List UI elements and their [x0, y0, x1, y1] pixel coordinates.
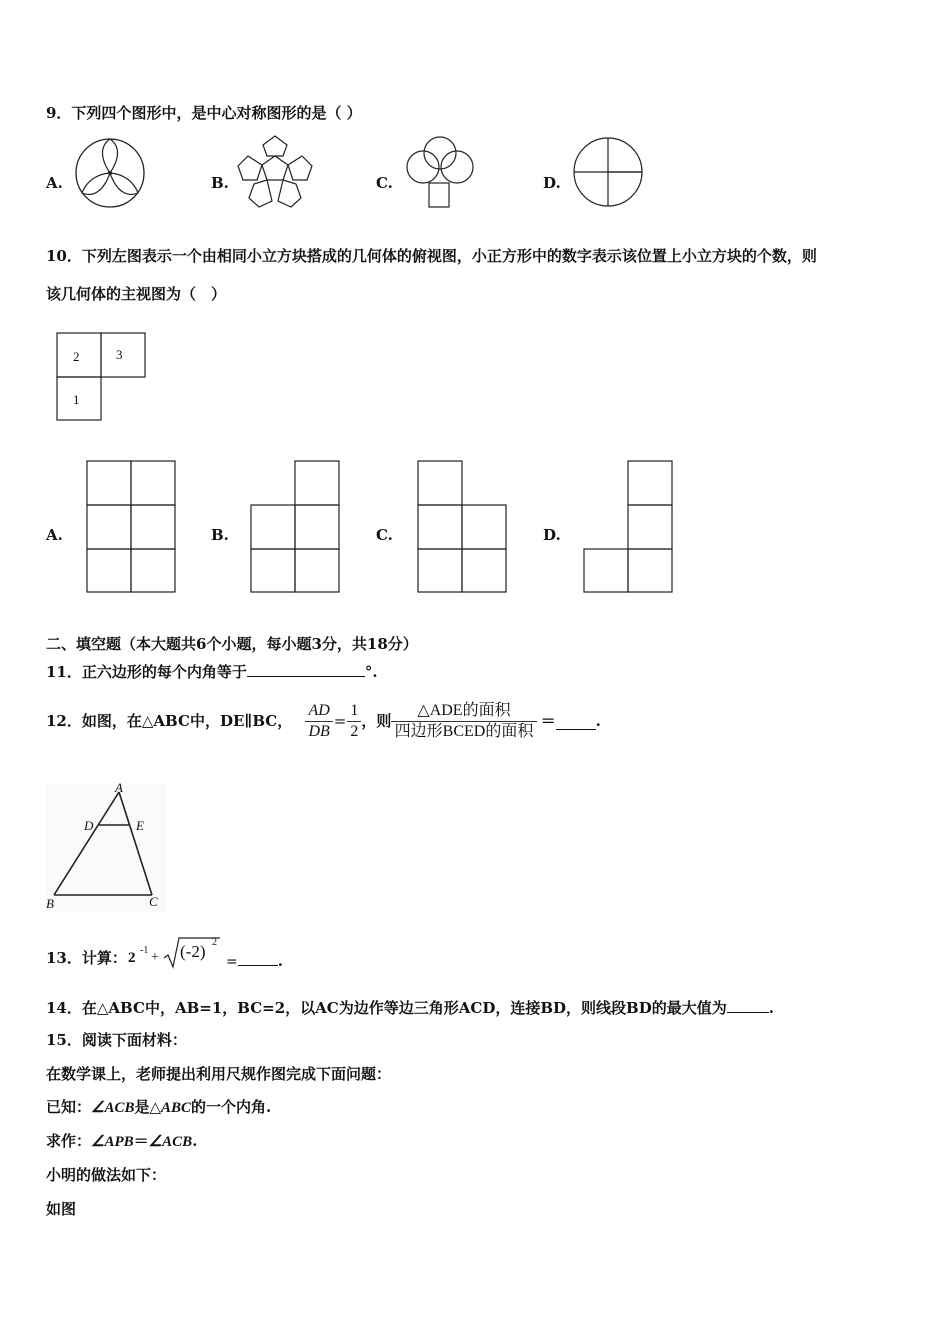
q12-fraction-ad-db: [305, 701, 332, 742]
q15-line4: 小明的做法如下：: [46, 1166, 167, 1184]
q13-prefix: 13．计算：: [46, 949, 127, 967]
q13-answer-blank: [238, 949, 278, 966]
q15-line3: [46, 1131, 197, 1152]
q10-stem-line1: 10．下列左图表示一个由相同小立方块搭成的几何体的俯视图，小正方形中的数字表示该位置上小立方块的个数，则: [46, 247, 817, 265]
grid-value-2: 2: [73, 349, 80, 364]
q15-line2-mid: 是△: [134, 1098, 162, 1116]
q15-line3-math: ∠APB: [91, 1134, 134, 1150]
q12-frac3-num: △ADE的面积: [391, 701, 536, 722]
q13-plus: +: [151, 950, 159, 965]
q12-line: [46, 697, 601, 744]
q12-fraction-half: [347, 701, 361, 742]
q15-line2-angle: ∠ACB: [91, 1100, 135, 1116]
q9-stem: 9．下列四个图形中，是中心对称图形的是（ ）: [46, 104, 362, 122]
q9-option-c-label: C.: [376, 174, 393, 192]
q9-option-d-figure: [570, 136, 648, 210]
q12-label-d: D: [84, 818, 94, 833]
q13-radicand-exponent: 2: [212, 937, 217, 948]
q12-tail: ＝: [540, 712, 556, 730]
q12-answer-blank: [556, 713, 596, 730]
q10-option-c-label: C.: [376, 526, 393, 544]
section2-title: 二、填空题（本大题共6个小题，每小题3分，共18分）: [46, 635, 418, 653]
q15-line2: [46, 1097, 271, 1118]
q13-radicand: (-2): [180, 942, 206, 961]
q12-label-b: B: [46, 896, 54, 911]
q12-frac1-num: AD: [305, 701, 332, 722]
q9-option-a-label: A.: [46, 174, 63, 192]
q11-answer-blank: [247, 660, 365, 677]
q10-option-c-figure: [417, 460, 509, 594]
q15-line5: 如图: [46, 1200, 77, 1218]
q14-end: .: [768, 999, 774, 1017]
q12-label-e: E: [136, 818, 144, 833]
q12-end: .: [595, 712, 601, 730]
q10-option-a-label: A.: [46, 526, 63, 544]
q15-line3-post: .: [192, 1132, 198, 1150]
q14-answer-blank: [727, 996, 769, 1013]
q12-frac2-den: 2: [350, 722, 359, 740]
grid-value-3: 3: [116, 347, 123, 362]
q10-option-a-figure: [86, 460, 178, 594]
q11-line: [46, 660, 378, 682]
q9-option-d-label: D.: [543, 174, 561, 192]
q10-option-b-label: B.: [211, 526, 229, 544]
q15-line2-tri: ABC: [161, 1100, 192, 1116]
q10-top-view-grid: [56, 332, 148, 424]
q12-fraction-area: [391, 701, 536, 742]
q10-option-d-figure: [583, 460, 675, 594]
q13-base: 2: [128, 950, 136, 966]
q12-label-c: C: [149, 894, 158, 909]
q12-prefix: 12．如图，在△ABC中，DE∥BC，: [46, 712, 293, 730]
q15-line3-math2: ∠ACB: [148, 1134, 193, 1150]
q15-line2-pre: 已知：: [46, 1098, 92, 1116]
q13-eq: =: [226, 954, 238, 970]
q12-frac3-den: 四边形BCED的面积: [394, 722, 534, 740]
q14-text: 14．在△ABC中，AB=1，BC=2，以AC为边作等边三角形ACD，连接BD，则线段BD的最大值为: [46, 999, 727, 1017]
q10-stem-line2: 该几何体的主视图为（ ）: [46, 285, 227, 303]
q10-option-b-figure: [250, 460, 342, 594]
q10-option-d-label: D.: [543, 526, 561, 544]
q12-frac1-den: DB: [308, 722, 330, 740]
q12-eq: =: [333, 712, 347, 730]
q11-text: 11．正六边形的每个内角等于: [46, 663, 247, 681]
q11-suffix: °.: [364, 663, 378, 681]
q12-mid: ，则: [361, 712, 392, 730]
q9-option-b-figure: [236, 134, 314, 210]
q15-line3-eq: ＝: [133, 1132, 149, 1150]
q14-line: [46, 996, 774, 1018]
q15-line3-pre: 求作：: [46, 1132, 92, 1150]
q15-line1: 在数学课上，老师提出利用尺规作图完成下面问题：: [46, 1065, 392, 1083]
q9-option-b-label: B.: [211, 174, 229, 192]
q9-option-a-figure: [72, 138, 148, 210]
q13-exponent: -1: [140, 945, 149, 956]
q9-option-c-figure: [403, 136, 477, 212]
q12-label-a: A: [115, 780, 123, 795]
q15-title: 15．阅读下面材料：: [46, 1031, 187, 1049]
q13-tail: [226, 949, 283, 972]
grid-value-1: 1: [73, 392, 80, 407]
q15-line2-post: 的一个内角.: [191, 1098, 272, 1116]
q13-end: .: [277, 952, 283, 970]
q12-frac2-num: 1: [347, 701, 361, 722]
